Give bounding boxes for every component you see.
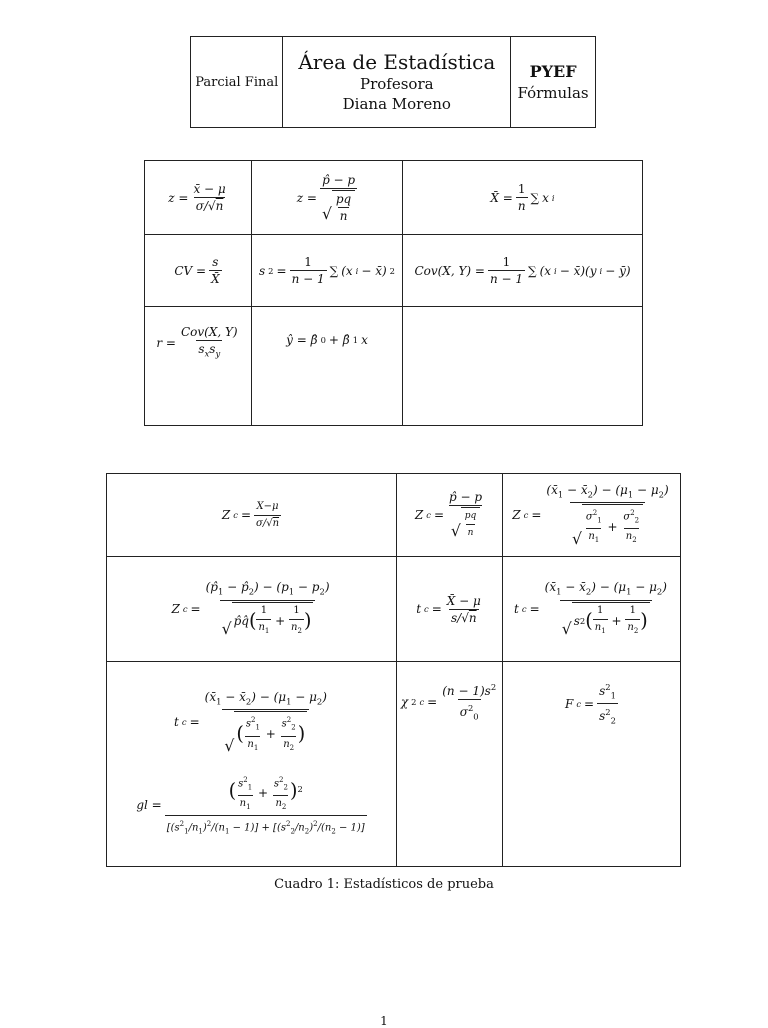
header-center [283, 37, 511, 128]
formula-z-proportion: z = p̂ − p √ $\frac{pq}{n}$ [252, 161, 403, 235]
professor-name: Diana Moreno [342, 95, 451, 113]
department-title: Área de Estadística [298, 50, 496, 74]
page-number: 1 [380, 1014, 388, 1028]
formula-regression: ŷ = β̂ 0 + β̂ 1 x [252, 307, 403, 426]
formula-z-mean: z = $\frac{x̄ - \mu}{\sigma/√n}$ [145, 161, 252, 235]
formula-correlation: r = $\frac{\text{Cov(X, Y)}}{s_xs_y}$ [145, 307, 252, 426]
formula-zc-mean: Z c = $\frac{X-\mu}{\sigma/√n}$ [107, 474, 397, 557]
formula-covariance: Cov(X, Y) = $\frac{1}{n - 1}$ ∑ (x i − x̄)(y i − ȳ) [403, 235, 643, 307]
formula-mean: X̄ = $\frac{1}{n}$ ∑ x i [403, 161, 643, 235]
formula-tc-mean: t c = $\frac{X̄ - \mu}{s/√n}$ [397, 557, 503, 662]
formula-variance: s 2 = $\frac{1}{n - 1}$ ∑ (x i − x̄) 2 [252, 235, 403, 307]
formula-cv: CV = $\frac{s}{X̄}$ [145, 235, 252, 307]
formula-tc-welch-and-gl [107, 662, 397, 867]
professor-role: Profesora [360, 75, 434, 93]
sheet-type: Fórmulas [517, 84, 589, 102]
formula-tc-welch: t c = ($x̄_1$ − $x̄_2) - (\mu_1 - \mu_2)$ √ ( $\frac{s^2_1}{n_1}$ + $\frac{s^2_2}{n_2}$ ) [174, 689, 327, 755]
exam-label: Parcial Final [191, 37, 283, 128]
descriptive-formulas-table [144, 160, 643, 426]
test-statistics-table [106, 473, 681, 867]
formula-zc-two-proportions: Z c = ($p̂_1$ − $p̂_2) - (p_1 - p_2)$ √ p̂q̂ ( $\frac{1}{n_1}$ + $\frac{1}{n_2}$ ) [107, 557, 397, 662]
empty-cell [403, 307, 643, 426]
formula-zc-two-means: Z c = ($x̄_1$ − $x̄_2) - (\mu_1 - \mu_2)$ √ $\frac{\sigma^2_1}{n_1}$ + $\frac{\sigma^2_2}{n_2}$ [503, 474, 681, 557]
header-table [190, 36, 596, 128]
formula-chi-square: χ 2 c = $\frac{(n - 1)s^2}{\sigma^2_0}$ [397, 662, 503, 867]
formula-tc-pooled: t c = ($x̄_1$ − $x̄_2) - (\mu_1 - \mu_2)$ √ s 2 ( $\frac{1}{n_1}$ + $\frac{1}{n_2}$ ) [503, 557, 681, 662]
formula-gl: gl = ( $\frac{s^2_1}{n_1}$ + $\frac{s^2_2}{n_2}$ )$^2$ $[(s^2_1/n_1)^2/(n_1 - 1)] + [(s^2_2/n_2)^2/(n_2 - 1)]$ [107, 773, 396, 839]
course-code: PYEF [529, 62, 577, 81]
table-caption: Cuadro 1: Estadísticos de prueba [274, 877, 494, 892]
formula-f: F c = $\frac{s^2_1}{s^2_2}$ [503, 662, 681, 867]
formula-zc-proportion: Z c = p̂ − p √ $\frac{pq}{n}$ [397, 474, 503, 557]
header-right [511, 37, 596, 128]
